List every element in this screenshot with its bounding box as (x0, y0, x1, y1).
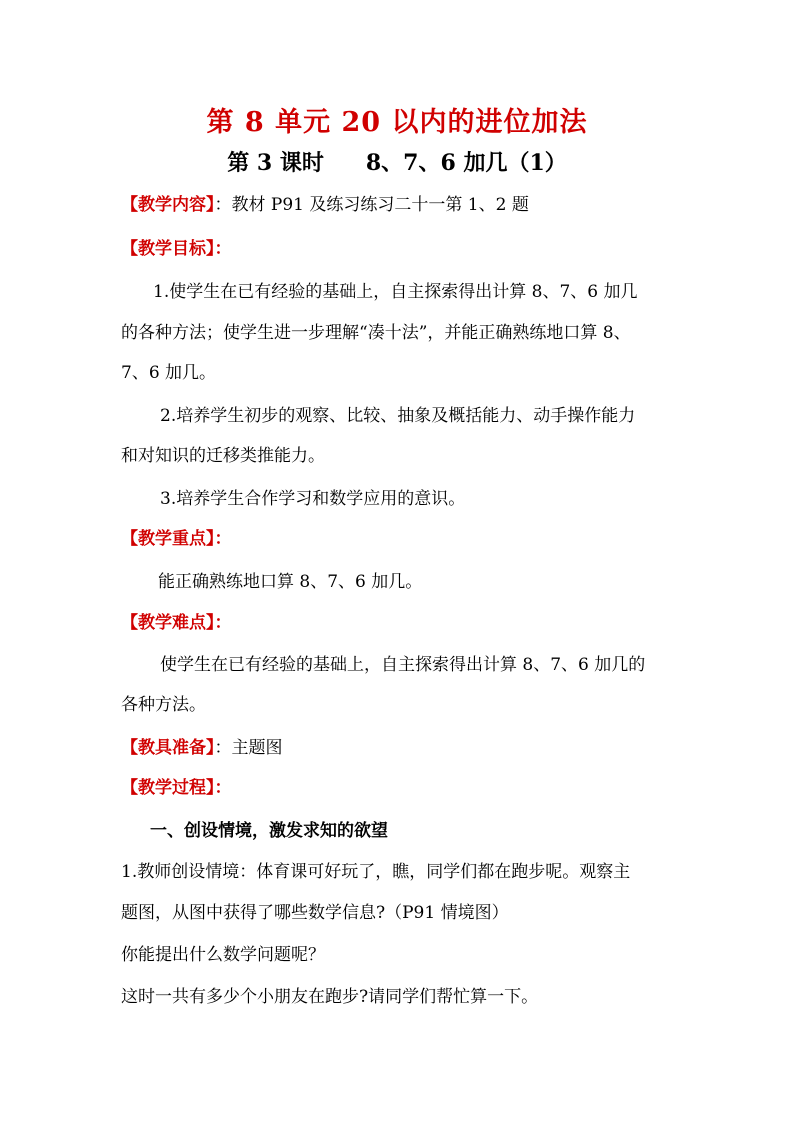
process-colon: ： (214, 778, 232, 798)
process-heading (121, 773, 232, 798)
goals-heading (121, 234, 232, 259)
process-p1-line-1: 1.教师创设情境：体育课可好玩了，瞧，同学们都在跑步呢。观察主 (121, 862, 631, 882)
difficulty-label: 【教学难点】 (121, 613, 215, 633)
goals-colon: ： (214, 239, 232, 259)
key-colon: ： (214, 529, 232, 549)
goal-1-line-1: 1.使学生在已有经验的基础上，自主探索得出计算 8、7、6 加几 (153, 282, 638, 302)
goal-1-line-3: 7、6 加几。 (121, 363, 217, 383)
goal-3: 3.培养学生合作学习和数学应用的意识。 (160, 489, 466, 509)
content-text: ：教材 P91 及练习练习二十一第 1、2 题 (214, 195, 529, 215)
tools-label: 【教具准备】 (121, 738, 215, 758)
difficulty-line-2: 各种方法。 (121, 695, 206, 715)
lesson-topic: 8、7、6 加几（1） (365, 150, 567, 176)
goal-1-line-2: 的各种方法；使学生进一步理解“凑十法”，并能正确熟练地口算 8、 (121, 323, 631, 343)
key-label: 【教学重点】 (121, 529, 215, 549)
lesson-number: 第 3 课时 (227, 150, 324, 176)
process-label: 【教学过程】 (121, 778, 215, 798)
process-p1-line-2: 题图，从图中获得了哪些数学信息?（P91 情境图） (121, 903, 509, 923)
difficulty-heading (121, 608, 232, 633)
content-row (121, 190, 529, 215)
content-label: 【教学内容】 (121, 195, 215, 215)
process-question-2: 这时一共有多少个小朋友在跑步?请同学们帮忙算一下。 (121, 987, 539, 1007)
lesson-subtitle (0, 146, 794, 177)
key-text: 能正确熟练地口算 8、7、6 加几。 (158, 572, 423, 592)
tools-text: ：主题图 (214, 738, 283, 758)
tools-row (121, 733, 283, 758)
difficulty-line-1: 使学生在已有经验的基础上，自主探索得出计算 8、7、6 加几的 (160, 655, 646, 675)
process-question-1: 你能提出什么数学问题呢？ (121, 945, 325, 965)
goals-label: 【教学目标】 (121, 239, 215, 259)
unit-title: 第 8 单元 20 以内的进位加法 (206, 107, 588, 138)
section-1-heading: 一、创设情境，激发求知的欲望 (150, 821, 388, 841)
goal-2-line-1: 2.培养学生初步的观察、比较、抽象及概括能力、动手操作能力 (160, 406, 636, 426)
difficulty-colon: ： (214, 613, 232, 633)
key-heading (121, 524, 232, 549)
goal-2-line-2: 和对知识的迁移类推能力。 (121, 446, 325, 466)
